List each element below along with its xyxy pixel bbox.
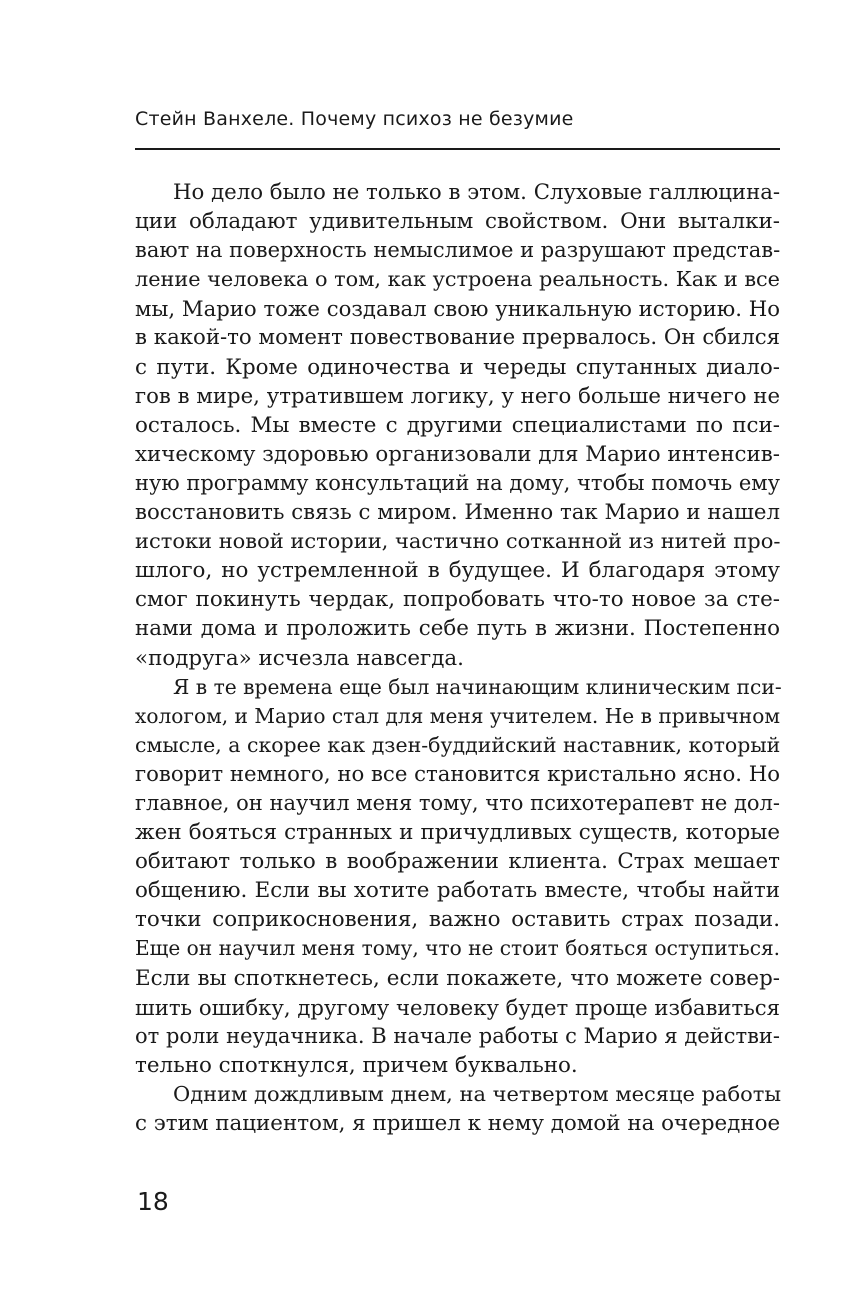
text-line: смысле, а скорее как дзен-буддийский наставник, который <box>135 732 781 757</box>
paragraph-3 <box>135 1080 780 1138</box>
text-line: от роли неудачника. В начале работы с Марио я действи- <box>135 1023 780 1048</box>
text-line: гов в мире, утратившем логику, у него больше ничего не <box>135 383 780 409</box>
text-line: шлого, но устремленной в будущее. И благодаря этому <box>135 558 780 584</box>
running-header: Стейн Ванхеле. Почему психоз не безумие <box>135 108 574 130</box>
text-line: с этим пациентом, я пришел к нему домой на очередное <box>135 1111 781 1136</box>
text-line: хологом, и Марио стал для меня учителем. Не в привычном <box>135 703 781 728</box>
header-rule <box>135 148 780 150</box>
text-line: обитают только в воображении клиента. Страх мешает <box>135 849 780 875</box>
text-line: точки соприкосновения, важно оставить страх позади. <box>135 907 780 933</box>
text-line: Я в те времена еще был начинающим клиническим пси- <box>173 674 782 699</box>
text-line: ную программу консультаций на дому, чтобы помочь ему <box>135 470 780 495</box>
text-line: вают на поверхность немыслимое и разрушают представ- <box>135 238 781 263</box>
body-text <box>135 178 780 1138</box>
text-line: шить ошибку, другому человеку будет проще избавиться <box>135 994 780 1020</box>
text-line: «подруга» исчезла навсегда. <box>135 645 464 671</box>
text-line: общению. Если вы хотите работать вместе, чтобы найти <box>135 878 780 904</box>
text-line: Если вы споткнетесь, если покажете, что можете совер- <box>135 965 780 991</box>
text-line: говорит немного, но все становится кристально ясно. Но <box>135 761 781 787</box>
text-line: главное, он научил меня тому, что психотерапевт не дол- <box>135 790 780 815</box>
text-line: восстановить связь с миром. Именно так Марио и нашел <box>135 500 780 526</box>
text-line: Но дело было не только в этом. Слуховые галлюцина- <box>173 180 781 205</box>
text-line: мы, Марио тоже создавал свою уникальную историю. Но <box>135 296 780 322</box>
text-line: истоки новой истории, частично сотканной из нитей про- <box>135 529 781 554</box>
text-line: ление человека о том, как устроена реальность. Как и все <box>135 267 780 292</box>
paragraph-1 <box>135 178 780 673</box>
text-line: с пути. Кроме одиночества и череды спутанных диало- <box>135 354 780 380</box>
text-line: Еще он научил меня тому, что не стоит бояться оступиться. <box>135 936 781 961</box>
text-line: тельно споткнулся, причем буквально. <box>135 1052 578 1078</box>
text-line: в какой-то момент повествование прервалось. Он сбился <box>135 325 780 351</box>
paragraph-2 <box>135 673 780 1080</box>
text-line: Одним дождливым днем, на четвертом месяце работы <box>173 1081 782 1106</box>
text-line: нами дома и проложить себе путь в жизни. Постепенно <box>135 616 780 642</box>
text-line: осталось. Мы вместе с другими специалистами по пси- <box>135 412 780 438</box>
text-line: хическому здоровью организовали для Марио интенсив- <box>135 441 780 467</box>
text-line: ции обладают удивительным свойством. Они выталки- <box>135 209 780 235</box>
page-number: 18 <box>137 1187 169 1216</box>
text-line: смог покинуть чердак, попробовать что-то новое за сте- <box>135 587 780 613</box>
text-line: жен бояться странных и причудливых существ, которые <box>135 820 780 846</box>
